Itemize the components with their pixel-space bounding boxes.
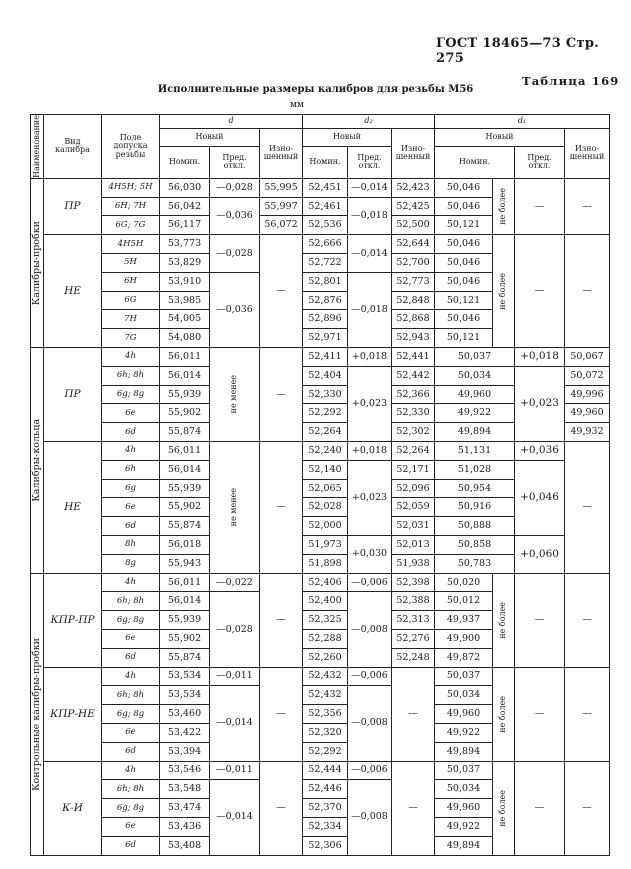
value-cell: 53,460: [160, 705, 210, 724]
value-cell: 52,059: [392, 498, 435, 517]
vertical-note: не более: [493, 178, 515, 234]
value-cell: 52,248: [392, 648, 435, 667]
value-cell: 51,028: [435, 460, 515, 479]
value-cell: +0,018: [515, 348, 565, 367]
tolerance-field: 6e: [102, 817, 160, 836]
value-cell: 52,444: [303, 761, 348, 780]
value-cell: 50,916: [435, 498, 515, 517]
value-cell: 52,943: [392, 329, 435, 348]
value-cell: —: [515, 235, 565, 348]
value-cell: 52,398: [392, 573, 435, 592]
value-cell: 52,096: [392, 479, 435, 498]
value-cell: 49,922: [435, 723, 493, 742]
tolerance-field: 6g; 8g: [102, 705, 160, 724]
value-cell: 52,334: [303, 817, 348, 836]
col-header-nomin-d: Номин.: [160, 146, 210, 178]
value-cell: —: [565, 442, 610, 574]
value-cell: 53,546: [160, 761, 210, 780]
value-cell: —0,018: [348, 272, 392, 347]
value-cell: —: [565, 178, 610, 234]
value-cell: 52,432: [303, 667, 348, 686]
value-cell: 52,264: [303, 423, 348, 442]
tolerance-field: 7G: [102, 329, 160, 348]
vertical-note: не менее: [210, 442, 260, 574]
value-cell: —0,036: [210, 197, 260, 235]
vertical-note: не более: [493, 761, 515, 855]
tolerance-field: 6e: [102, 498, 160, 517]
kind-label: НЕ: [44, 235, 102, 348]
value-cell: 53,422: [160, 723, 210, 742]
col-header-iznosh-d2: Изно-шенный: [392, 129, 435, 179]
table-number: Таблица 169: [522, 74, 620, 88]
value-cell: 54,080: [160, 329, 210, 348]
value-cell: 49,937: [435, 611, 493, 630]
value-cell: —: [260, 348, 303, 442]
value-cell: —: [515, 761, 565, 855]
value-cell: 52,292: [303, 742, 348, 761]
value-cell: 49,960: [435, 799, 493, 818]
tolerance-field: 8g: [102, 554, 160, 573]
value-cell: 56,018: [160, 536, 210, 555]
col-header-vid: Вид калибра: [44, 115, 102, 179]
value-cell: 55,902: [160, 498, 210, 517]
page-header: ГОСТ 18465—73 Стр. 275: [436, 36, 600, 66]
value-cell: 52,171: [392, 460, 435, 479]
table-row: [31, 178, 610, 197]
tolerance-field: 6h: [102, 460, 160, 479]
value-cell: 55,874: [160, 648, 210, 667]
value-cell: 50,072: [565, 366, 610, 385]
value-cell: 50,012: [435, 592, 493, 611]
value-cell: —: [260, 573, 303, 667]
value-cell: 49,894: [435, 742, 493, 761]
value-cell: 50,037: [435, 667, 493, 686]
value-cell: 49,894: [435, 423, 515, 442]
value-cell: 52,876: [303, 291, 348, 310]
kind-label: ПР: [44, 348, 102, 442]
dimensions-table: [30, 114, 610, 856]
tolerance-field: 6g: [102, 479, 160, 498]
value-cell: 50,121: [435, 329, 493, 348]
kind-label: НЕ: [44, 442, 102, 574]
value-cell: 52,330: [303, 385, 348, 404]
value-cell: 53,474: [160, 799, 210, 818]
table-row: [31, 761, 610, 780]
tolerance-field: 6d: [102, 423, 160, 442]
value-cell: 56,014: [160, 592, 210, 611]
tolerance-field: 8h: [102, 536, 160, 555]
value-cell: 49,922: [435, 404, 515, 423]
value-cell: 52,264: [392, 442, 435, 461]
value-cell: —0,028: [210, 235, 260, 273]
tolerance-field: 6e: [102, 404, 160, 423]
tolerance-field: 6d: [102, 742, 160, 761]
table-row: [31, 667, 610, 686]
value-cell: 53,985: [160, 291, 210, 310]
value-cell: 49,894: [435, 836, 493, 855]
col-header-nomin-d1: Номин.: [435, 146, 515, 178]
table-row: [31, 573, 610, 592]
value-cell: 53,829: [160, 254, 210, 273]
value-cell: 55,943: [160, 554, 210, 573]
group-label: Калибры-кольца: [31, 348, 44, 574]
value-cell: 53,773: [160, 235, 210, 254]
value-cell: 49,960: [435, 385, 515, 404]
value-cell: 55,874: [160, 517, 210, 536]
value-cell: —0,018: [348, 197, 392, 235]
value-cell: —: [260, 235, 303, 348]
value-cell: 51,973: [303, 536, 348, 555]
tolerance-field: 4h: [102, 761, 160, 780]
value-cell: 49,900: [435, 629, 493, 648]
value-cell: —0,014: [210, 686, 260, 761]
value-cell: 53,910: [160, 272, 210, 291]
value-cell: 55,997: [260, 197, 303, 216]
value-cell: 49,996: [565, 385, 610, 404]
value-cell: 50,046: [435, 178, 493, 197]
value-cell: 53,394: [160, 742, 210, 761]
tolerance-field: 4h: [102, 667, 160, 686]
value-cell: —: [565, 667, 610, 761]
value-cell: 50,034: [435, 686, 493, 705]
value-cell: —0,006: [348, 761, 392, 780]
value-cell: 52,700: [392, 254, 435, 273]
value-cell: —0,008: [348, 592, 392, 667]
col-header-pole: Поле допуска резьбы: [102, 115, 160, 179]
value-cell: 52,388: [392, 592, 435, 611]
value-cell: 52,260: [303, 648, 348, 667]
value-cell: 52,313: [392, 611, 435, 630]
col-header-novyi-d1: Новый: [435, 129, 565, 147]
value-cell: 50,121: [435, 216, 493, 235]
value-cell: 50,858: [435, 536, 515, 555]
value-cell: 52,320: [303, 723, 348, 742]
value-cell: —: [392, 761, 435, 855]
value-cell: —0,014: [210, 780, 260, 855]
kind-label: ПР: [44, 178, 102, 234]
value-cell: 52,406: [303, 573, 348, 592]
tolerance-field: 6d: [102, 836, 160, 855]
value-cell: 52,276: [392, 629, 435, 648]
value-cell: 52,801: [303, 272, 348, 291]
tolerance-field: 5H: [102, 254, 160, 273]
value-cell: 52,971: [303, 329, 348, 348]
col-header-pred-d2: Пред. откл.: [348, 146, 392, 178]
value-cell: 55,939: [160, 611, 210, 630]
tolerance-field: 6H; 7H: [102, 197, 160, 216]
value-cell: 50,046: [435, 310, 493, 329]
value-cell: 53,408: [160, 836, 210, 855]
value-cell: —: [260, 761, 303, 855]
value-cell: 56,072: [260, 216, 303, 235]
tolerance-field: 6h; 8h: [102, 366, 160, 385]
value-cell: 50,037: [435, 348, 515, 367]
col-header-iznosh-d: Изно-шенный: [260, 129, 303, 179]
value-cell: 52,896: [303, 310, 348, 329]
col-header-d2: d₂: [303, 115, 435, 129]
vertical-note: не более: [493, 573, 515, 667]
col-header-nomin-d2: Номин.: [303, 146, 348, 178]
value-cell: 49,932: [565, 423, 610, 442]
value-cell: 49,922: [435, 817, 493, 836]
value-cell: 52,411: [303, 348, 348, 367]
value-cell: —0,014: [348, 235, 392, 273]
table-row: [31, 442, 610, 461]
col-header-d1: d₁: [435, 115, 610, 129]
value-cell: 52,773: [392, 272, 435, 291]
col-header-pred-d: Пред. откл.: [210, 146, 260, 178]
value-cell: 50,046: [435, 235, 493, 254]
value-cell: 52,306: [303, 836, 348, 855]
value-cell: +0,023: [348, 366, 392, 441]
value-cell: —: [565, 761, 610, 855]
value-cell: 52,288: [303, 629, 348, 648]
value-cell: 50,020: [435, 573, 493, 592]
value-cell: +0,030: [348, 536, 392, 574]
value-cell: 55,995: [260, 178, 303, 197]
value-cell: 50,046: [435, 197, 493, 216]
value-cell: 52,722: [303, 254, 348, 273]
value-cell: 52,868: [392, 310, 435, 329]
col-header-naimenovanie: Наименование: [31, 115, 44, 179]
value-cell: —0,011: [210, 667, 260, 686]
value-cell: 56,011: [160, 348, 210, 367]
value-cell: 52,013: [392, 536, 435, 555]
value-cell: —0,028: [210, 178, 260, 197]
value-cell: 52,065: [303, 479, 348, 498]
tolerance-field: 6d: [102, 648, 160, 667]
table-title: Исполнительные размеры калибров для резьбы М56: [157, 84, 474, 95]
value-cell: 52,666: [303, 235, 348, 254]
value-cell: 51,938: [392, 554, 435, 573]
value-cell: 49,960: [565, 404, 610, 423]
value-cell: +0,023: [515, 366, 565, 441]
value-cell: 50,954: [435, 479, 515, 498]
value-cell: 52,366: [392, 385, 435, 404]
value-cell: 52,536: [303, 216, 348, 235]
value-cell: 55,902: [160, 404, 210, 423]
value-cell: 52,423: [392, 178, 435, 197]
kind-label: КПР-НЕ: [44, 667, 102, 761]
value-cell: 55,902: [160, 629, 210, 648]
value-cell: 52,441: [392, 348, 435, 367]
value-cell: +0,036: [515, 442, 565, 461]
tolerance-field: 4h: [102, 442, 160, 461]
value-cell: 52,432: [303, 686, 348, 705]
value-cell: —: [515, 573, 565, 667]
value-cell: 52,356: [303, 705, 348, 724]
table-row: [31, 366, 610, 385]
value-cell: —0,028: [210, 592, 260, 667]
value-cell: 49,872: [435, 648, 493, 667]
tolerance-field: 4h: [102, 573, 160, 592]
value-cell: —: [392, 667, 435, 761]
value-cell: 50,034: [435, 780, 493, 799]
value-cell: 53,534: [160, 667, 210, 686]
units-label: мм: [290, 100, 305, 110]
tolerance-field: 6d: [102, 517, 160, 536]
value-cell: 50,121: [435, 291, 493, 310]
value-cell: 56,011: [160, 442, 210, 461]
value-cell: 55,939: [160, 385, 210, 404]
value-cell: +0,046: [515, 460, 565, 535]
value-cell: —0,022: [210, 573, 260, 592]
tolerance-field: 4H5H: [102, 235, 160, 254]
col-header-novyi-d2: Новый: [303, 129, 392, 147]
tolerance-field: 6g; 8g: [102, 799, 160, 818]
value-cell: 56,014: [160, 460, 210, 479]
col-header-iznosh-d1: Изно-шенный: [565, 129, 610, 179]
value-cell: 50,034: [435, 366, 515, 385]
col-header-pred-d1: Пред. откл.: [515, 146, 565, 178]
table-row: [31, 536, 610, 555]
vertical-note: не более: [493, 235, 515, 348]
value-cell: 52,644: [392, 235, 435, 254]
value-cell: —0,008: [348, 780, 392, 855]
value-cell: —0,011: [210, 761, 260, 780]
value-cell: —0,036: [210, 272, 260, 347]
value-cell: —: [565, 573, 610, 667]
value-cell: 52,292: [303, 404, 348, 423]
value-cell: —: [515, 667, 565, 761]
table-row: [31, 348, 610, 367]
value-cell: 52,400: [303, 592, 348, 611]
value-cell: —: [260, 442, 303, 574]
value-cell: 52,031: [392, 517, 435, 536]
value-cell: +0,060: [515, 536, 565, 574]
value-cell: —: [260, 667, 303, 761]
value-cell: 52,302: [392, 423, 435, 442]
value-cell: 52,000: [303, 517, 348, 536]
tolerance-field: 6h; 8h: [102, 592, 160, 611]
value-cell: 50,067: [565, 348, 610, 367]
value-cell: 52,425: [392, 197, 435, 216]
value-cell: 52,848: [392, 291, 435, 310]
value-cell: 51,898: [303, 554, 348, 573]
value-cell: 50,046: [435, 254, 493, 273]
value-cell: —: [565, 235, 610, 348]
tolerance-field: 6g; 8g: [102, 611, 160, 630]
tolerance-field: 6G: [102, 291, 160, 310]
value-cell: +0,018: [348, 442, 392, 461]
value-cell: 51,131: [435, 442, 515, 461]
value-cell: 52,330: [392, 404, 435, 423]
value-cell: 50,783: [435, 554, 515, 573]
value-cell: 50,037: [435, 761, 493, 780]
tolerance-field: 7H: [102, 310, 160, 329]
value-cell: 52,140: [303, 460, 348, 479]
tolerance-field: 6e: [102, 629, 160, 648]
value-cell: 52,442: [392, 366, 435, 385]
value-cell: —0,008: [348, 686, 392, 761]
value-cell: —: [515, 178, 565, 234]
col-header-novyi-d: Новый: [160, 129, 260, 147]
table-row: [31, 460, 610, 479]
vertical-note: не менее: [210, 348, 260, 442]
value-cell: 52,446: [303, 780, 348, 799]
value-cell: 56,117: [160, 216, 210, 235]
value-cell: 53,436: [160, 817, 210, 836]
tolerance-field: 4H5H; 5H: [102, 178, 160, 197]
value-cell: —0,014: [348, 178, 392, 197]
value-cell: 52,404: [303, 366, 348, 385]
value-cell: 52,028: [303, 498, 348, 517]
value-cell: +0,023: [348, 460, 392, 535]
value-cell: 53,534: [160, 686, 210, 705]
value-cell: 54,005: [160, 310, 210, 329]
value-cell: 50,046: [435, 272, 493, 291]
col-header-d: d: [160, 115, 303, 129]
value-cell: 56,042: [160, 197, 210, 216]
value-cell: 52,325: [303, 611, 348, 630]
value-cell: 56,011: [160, 573, 210, 592]
tolerance-field: 6e: [102, 723, 160, 742]
value-cell: 55,939: [160, 479, 210, 498]
value-cell: 56,030: [160, 178, 210, 197]
tolerance-field: 6g; 8g: [102, 385, 160, 404]
table-row: [31, 235, 610, 254]
value-cell: 55,874: [160, 423, 210, 442]
value-cell: +0,018: [348, 348, 392, 367]
value-cell: 49,960: [435, 705, 493, 724]
value-cell: —0,006: [348, 667, 392, 686]
tolerance-field: 6H: [102, 272, 160, 291]
value-cell: 52,451: [303, 178, 348, 197]
value-cell: 53,548: [160, 780, 210, 799]
tolerance-field: 6h; 8h: [102, 780, 160, 799]
value-cell: —0,006: [348, 573, 392, 592]
value-cell: 52,461: [303, 197, 348, 216]
kind-label: КПР-ПР: [44, 573, 102, 667]
value-cell: 52,500: [392, 216, 435, 235]
tolerance-field: 6G; 7G: [102, 216, 160, 235]
kind-label: К-И: [44, 761, 102, 855]
tolerance-field: 6h; 8h: [102, 686, 160, 705]
tolerance-field: 4h: [102, 348, 160, 367]
value-cell: 50,888: [435, 517, 515, 536]
group-label: Контрольные калибры-пробки: [31, 573, 44, 855]
vertical-note: не более: [493, 667, 515, 761]
value-cell: 56,014: [160, 366, 210, 385]
value-cell: 52,240: [303, 442, 348, 461]
value-cell: 52,370: [303, 799, 348, 818]
group-label: Калибры-пробки: [31, 178, 44, 347]
